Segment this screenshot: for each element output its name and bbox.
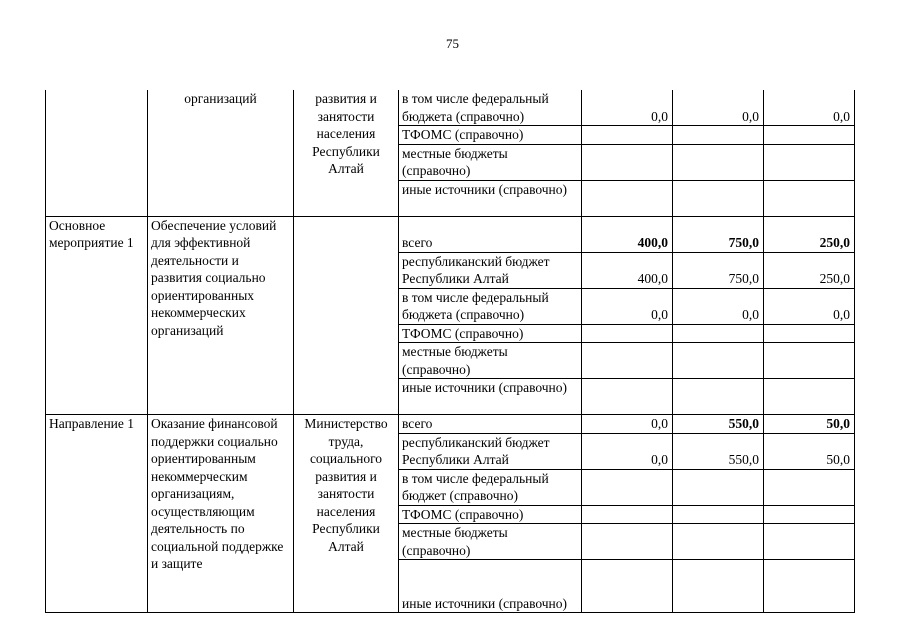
cell-value: 50,0	[764, 433, 855, 469]
cell-source: иные источники (справочно)	[399, 560, 582, 613]
cell-item-type	[46, 90, 148, 216]
cell-source: всего	[399, 216, 582, 252]
cell-value: 0,0	[673, 90, 764, 126]
cell-source: республиканский бюджет Республики Алтай	[399, 252, 582, 288]
cell-source: местные бюджеты (справочно)	[399, 524, 582, 560]
cell-value	[764, 524, 855, 560]
cell-source: иные источники (справочно)	[399, 379, 582, 415]
cell-item-name: организаций	[148, 90, 294, 216]
cell-value	[764, 343, 855, 379]
cell-item-name: Обеспечение условий для эффективной деятельности и развития социально ориентированных некоммерческих организаций	[148, 216, 294, 415]
cell-value	[764, 505, 855, 524]
cell-value: 0,0	[582, 90, 673, 126]
cell-value	[764, 144, 855, 180]
cell-value	[582, 180, 673, 216]
cell-item-type: Направление 1	[46, 415, 148, 613]
cell-source: ТФОМС (справочно)	[399, 324, 582, 343]
cell-source: всего	[399, 415, 582, 434]
cell-value	[673, 505, 764, 524]
cell-value: 750,0	[673, 252, 764, 288]
cell-value	[673, 524, 764, 560]
cell-value	[582, 126, 673, 145]
cell-source: иные источники (справочно)	[399, 180, 582, 216]
cell-value: 400,0	[582, 252, 673, 288]
cell-value	[582, 469, 673, 505]
cell-value-total: 400,0	[582, 216, 673, 252]
cell-value: 0,0	[673, 288, 764, 324]
cell-executor: Министерство труда, социального развития и занятости населения Республики Алтай	[294, 415, 399, 613]
cell-value	[673, 324, 764, 343]
cell-value: 0,0	[764, 90, 855, 126]
cell-source: ТФОМС (справочно)	[399, 126, 582, 145]
cell-executor: развития и занятости населения Республики Алтай	[294, 90, 399, 216]
cell-value	[582, 560, 673, 613]
cell-value	[764, 324, 855, 343]
cell-value	[673, 469, 764, 505]
cell-value	[764, 560, 855, 613]
cell-value	[582, 324, 673, 343]
cell-source: местные бюджеты (справочно)	[399, 343, 582, 379]
cell-value	[582, 505, 673, 524]
cell-value: 250,0	[764, 252, 855, 288]
cell-value	[673, 126, 764, 145]
cell-value	[582, 524, 673, 560]
cell-value	[582, 379, 673, 415]
cell-value-total: 0,0	[582, 415, 673, 434]
cell-value: 0,0	[582, 288, 673, 324]
cell-value: 550,0	[673, 433, 764, 469]
cell-executor	[294, 216, 399, 415]
cell-value	[764, 379, 855, 415]
cell-value-total: 550,0	[673, 415, 764, 434]
cell-value	[582, 343, 673, 379]
cell-source: в том числе федеральный бюджета (справочно)	[399, 288, 582, 324]
cell-value	[764, 126, 855, 145]
table-row	[46, 415, 855, 434]
cell-item-type: Основное мероприятие 1	[46, 216, 148, 415]
table-row	[46, 216, 855, 252]
cell-source: местные бюджеты (справочно)	[399, 144, 582, 180]
cell-item-name: Оказание финансовой поддержки социально ориентированным некоммерческим организациям, осуществляющим деятельность по социальной поддержке и защите	[148, 415, 294, 613]
cell-source: в том числе федеральный бюджет (справочно)	[399, 469, 582, 505]
cell-value	[673, 343, 764, 379]
cell-value	[582, 144, 673, 180]
cell-value	[673, 144, 764, 180]
cell-value-total: 750,0	[673, 216, 764, 252]
cell-value: 0,0	[582, 433, 673, 469]
table-row	[46, 90, 855, 126]
funding-table	[45, 90, 855, 613]
cell-value	[764, 180, 855, 216]
cell-value	[764, 469, 855, 505]
page-number: 75	[446, 36, 459, 51]
cell-source: ТФОМС (справочно)	[399, 505, 582, 524]
cell-value-total: 250,0	[764, 216, 855, 252]
cell-value: 0,0	[764, 288, 855, 324]
cell-source: в том числе федеральный бюджета (справочно)	[399, 90, 582, 126]
cell-value-total: 50,0	[764, 415, 855, 434]
cell-source: республиканский бюджет Республики Алтай	[399, 433, 582, 469]
cell-value	[673, 379, 764, 415]
cell-value	[673, 180, 764, 216]
cell-value	[673, 560, 764, 613]
